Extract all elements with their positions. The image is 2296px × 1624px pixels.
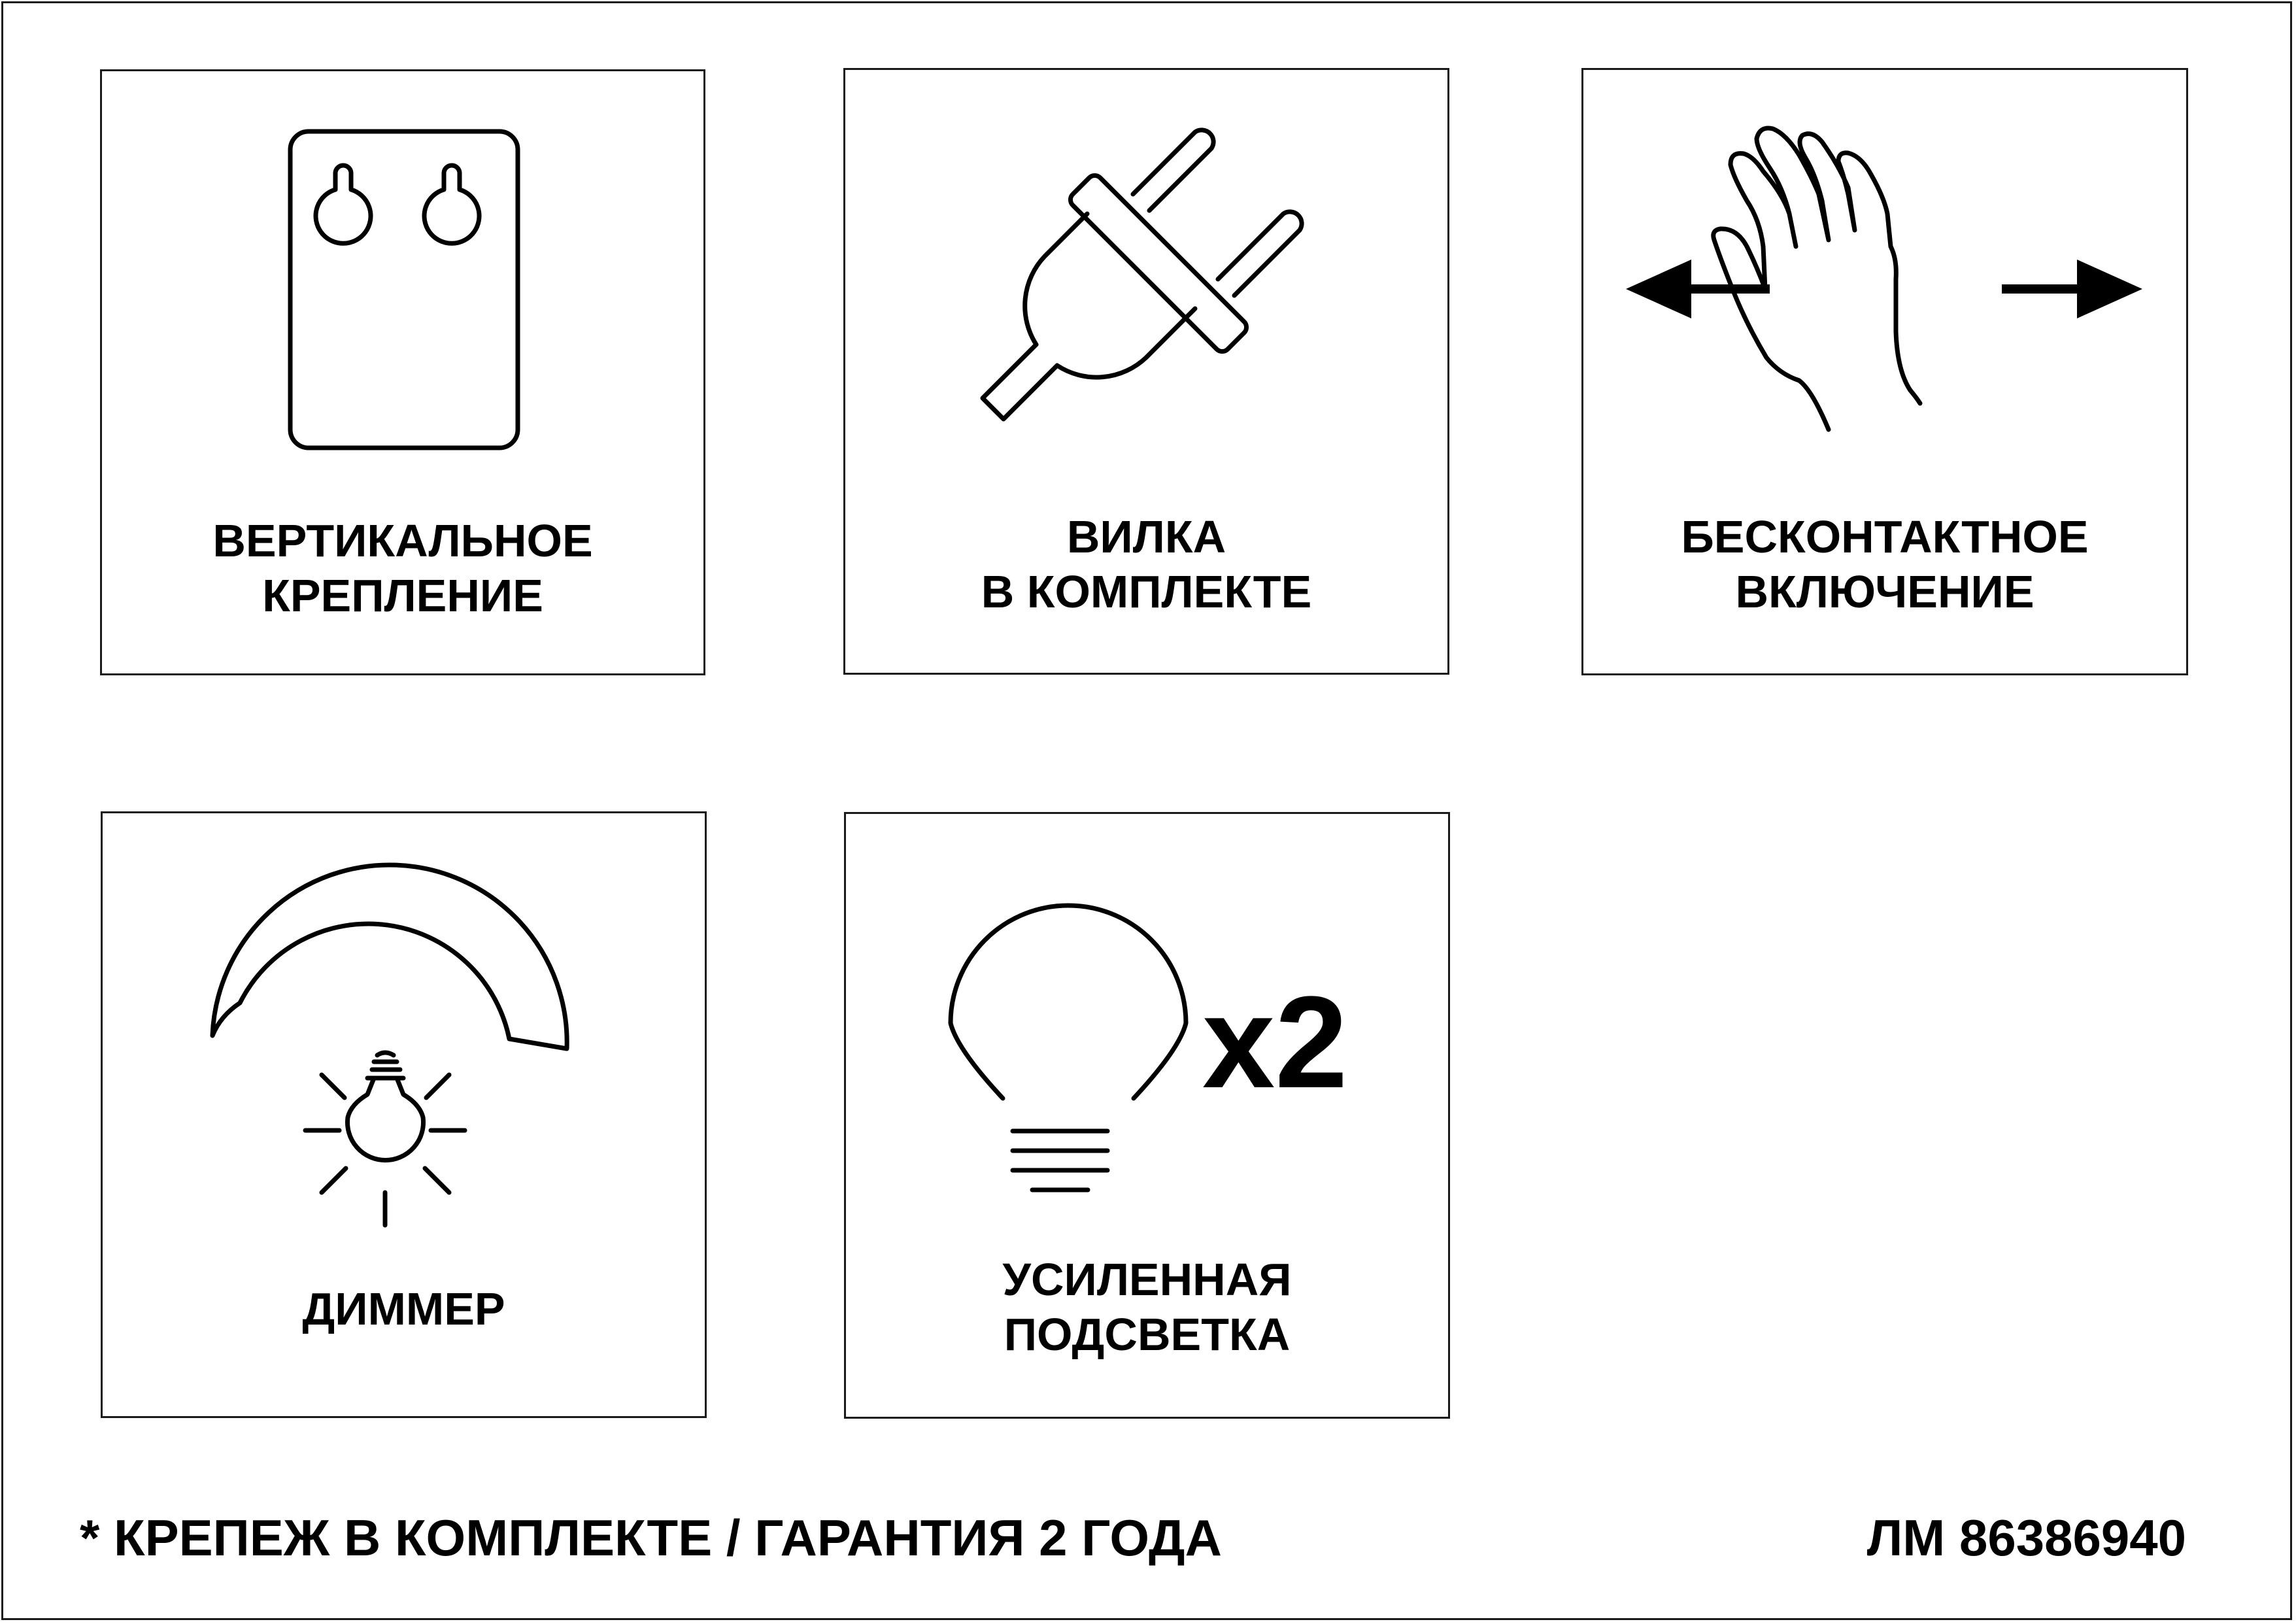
arrow-left-icon bbox=[1626, 260, 1770, 318]
feature-label bbox=[102, 513, 703, 623]
plug-icon bbox=[976, 116, 1290, 508]
dimmer-bulb-icon bbox=[201, 853, 606, 1245]
footer-note: * КРЕПЕЖ В КОМПЛЕКТЕ / ГАРАНТИЯ 2 ГОДА bbox=[80, 1509, 1222, 1566]
feature-card-contactless bbox=[1581, 68, 2188, 675]
feature-card-enhanced-light bbox=[844, 812, 1450, 1419]
feature-card-vertical-mount bbox=[100, 69, 705, 675]
feature-label bbox=[846, 1252, 1448, 1362]
label-line: ВИЛКА bbox=[1066, 511, 1226, 562]
feature-card-dimmer bbox=[101, 811, 707, 1418]
article-number: ЛМ 86386940 bbox=[1866, 1509, 2186, 1566]
feature-label bbox=[1583, 509, 2186, 619]
label-line: БЕСКОНТАКТНОЕ bbox=[1681, 511, 2089, 562]
label-line: ВКЛЮЧЕНИЕ bbox=[1735, 566, 2034, 617]
label-line: ВЕРТИКАЛЬНОЕ bbox=[212, 515, 593, 566]
label-line: УСИЛЕННАЯ bbox=[1002, 1254, 1292, 1305]
label-line: ДИММЕР bbox=[302, 1283, 505, 1334]
feature-label bbox=[103, 1281, 705, 1336]
label-line: ПОДСВЕТКА bbox=[1004, 1309, 1291, 1360]
label-line: КРЕПЛЕНИЕ bbox=[262, 570, 543, 621]
light-bulb-icon bbox=[931, 860, 1206, 1239]
feature-card-plug bbox=[843, 68, 1449, 675]
wall-mount-icon bbox=[286, 127, 522, 454]
quantity-badge: x2 bbox=[1202, 970, 1348, 1115]
arrow-right-icon bbox=[2002, 260, 2142, 318]
label-line: В КОМПЛЕКТЕ bbox=[981, 566, 1312, 617]
feature-label bbox=[845, 509, 1447, 619]
hand-wave-sensor-icon bbox=[1623, 116, 2146, 469]
